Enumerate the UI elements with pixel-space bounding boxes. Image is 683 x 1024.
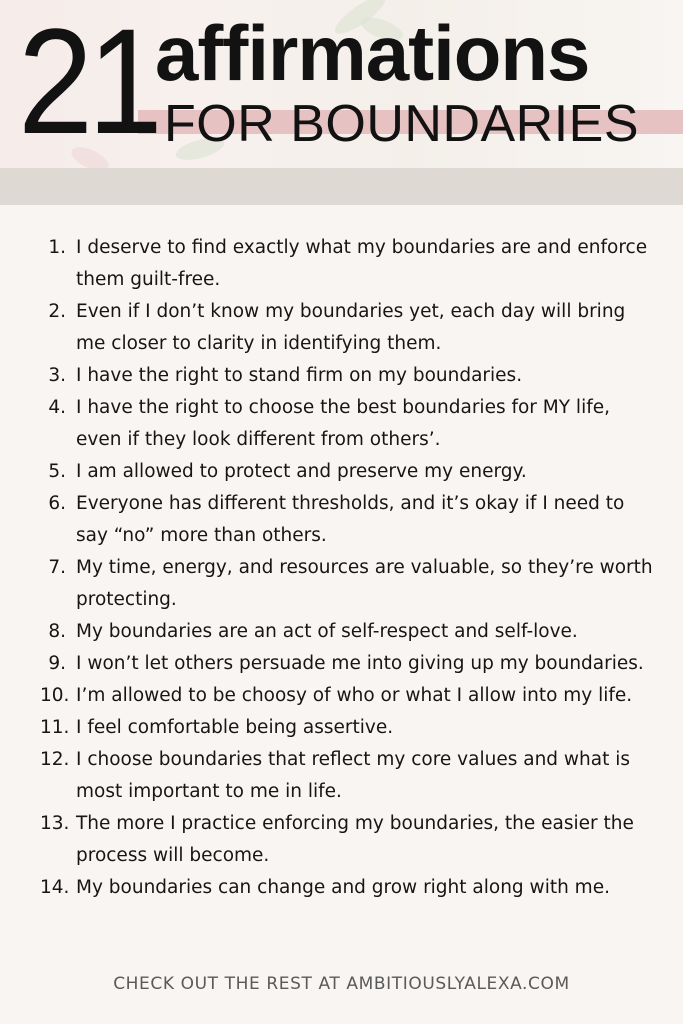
list-item-text: My boundaries can change and grow right along with me. — [76, 877, 610, 898]
list-item-number: 14. — [40, 877, 70, 898]
list-item — [40, 456, 660, 488]
list-item-text: Everyone has different thresholds, and it’s okay if I need to say “no” more than others. — [76, 493, 625, 546]
list-item-text: I have the right to choose the best boundaries for MY life, even if they look different from others’. — [76, 397, 610, 450]
list-item — [40, 808, 660, 872]
title-subtitle: FOR BOUNDARIES — [164, 95, 640, 153]
list-item — [40, 392, 660, 456]
affirmations-list — [40, 232, 660, 904]
list-item-text: I deserve to find exactly what my boundaries are and enforce them guilt-free. — [76, 237, 648, 290]
title-number: 21 — [18, 0, 158, 165]
list-item-text: My time, energy, and resources are valuable, so they’re worth protecting. — [76, 557, 653, 610]
list-item — [40, 680, 660, 712]
list-item — [40, 616, 660, 648]
list-item — [40, 552, 660, 616]
list-item-text: I won’t let others persuade me into giving up my boundaries. — [76, 653, 644, 674]
list-item-number: 5. — [48, 461, 66, 482]
list-item-number: 12. — [40, 749, 70, 770]
title-affirmations: affirmations — [155, 9, 590, 97]
list-item — [40, 296, 660, 360]
list-item — [40, 360, 660, 392]
list-item-number: 11. — [40, 717, 70, 738]
list-item-number: 8. — [48, 621, 66, 642]
list-item-number: 13. — [40, 813, 70, 834]
list-item — [40, 648, 660, 680]
header-banner — [0, 0, 683, 168]
list-item-number: 4. — [48, 397, 66, 418]
list-item — [40, 712, 660, 744]
list-item-text: I choose boundaries that reflect my core values and what is most important to me in life. — [76, 749, 631, 802]
list-item — [40, 872, 660, 904]
list-item-text: I have the right to stand firm on my boundaries. — [76, 365, 523, 386]
list-item — [40, 232, 660, 296]
header-divider — [0, 168, 683, 205]
list-item-text: I am allowed to protect and preserve my energy. — [76, 461, 527, 482]
list-item-text: I feel comfortable being assertive. — [76, 717, 394, 738]
list-item — [40, 488, 660, 552]
list-item-number: 1. — [48, 237, 66, 258]
list-item-text: The more I practice enforcing my boundaries, the easier the process will become. — [76, 813, 634, 866]
list-item-number: 9. — [48, 653, 66, 674]
list-item — [40, 744, 660, 808]
list-item-number: 10. — [40, 685, 70, 706]
list-item-text: My boundaries are an act of self-respect and self-love. — [76, 621, 578, 642]
list-item-number: 2. — [48, 301, 66, 322]
list-item-number: 7. — [48, 557, 66, 578]
footer-cta[interactable]: CHECK OUT THE REST AT AMBITIOUSLYALEXA.COM — [113, 974, 570, 994]
list-item-text: Even if I don’t know my boundaries yet, each day will bring me closer to clarity in identifying them. — [76, 301, 626, 354]
list-item-text: I’m allowed to be choosy of who or what I allow into my life. — [76, 685, 633, 706]
list-item-number: 6. — [48, 493, 66, 514]
list-item-number: 3. — [48, 365, 66, 386]
